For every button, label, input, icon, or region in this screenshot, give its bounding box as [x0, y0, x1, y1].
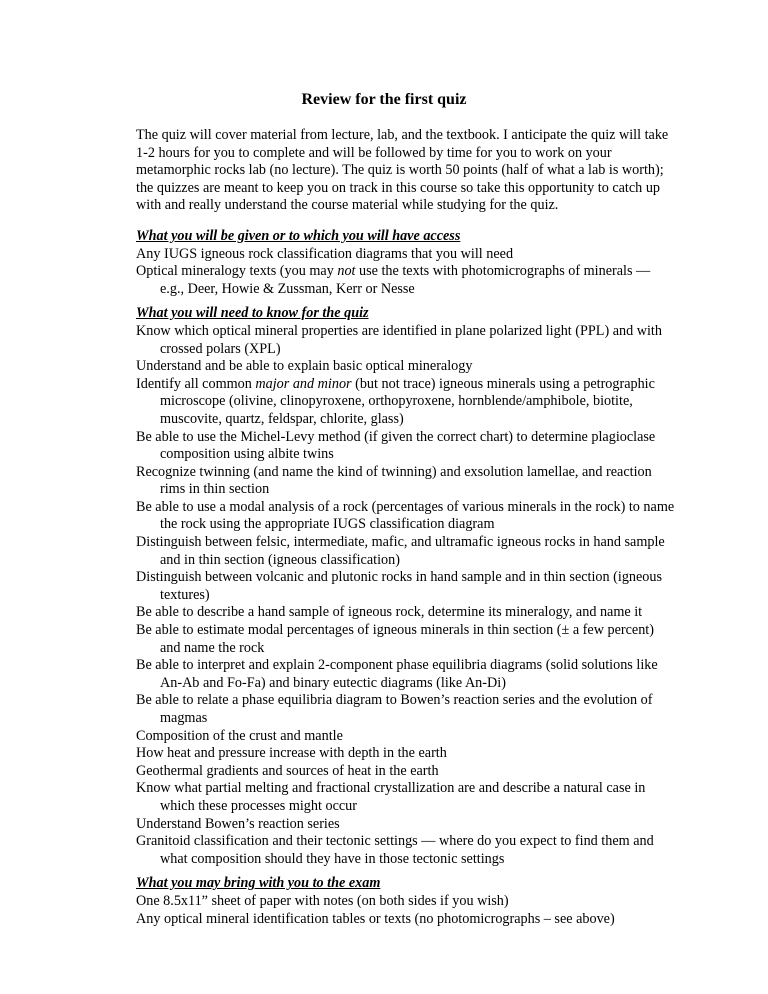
- section-bring: [136, 875, 676, 928]
- list-item: Be able to describe a hand sample of igneous rock, determine its mineralogy, and name it: [136, 604, 643, 621]
- page-title: Review for the first quiz: [301, 91, 467, 108]
- emphasis: major and minor: [255, 375, 352, 392]
- section-heading: What you will need to know for the quiz: [136, 305, 369, 322]
- section-heading: What you may bring with you to the exam: [136, 875, 381, 892]
- list-item: Be able to estimate modal percentages of igneous minerals in thin section (± a few percent) and name the rock: [136, 622, 654, 656]
- list-item: Geothermal gradients and sources of heat in the earth: [136, 762, 439, 779]
- list-item: Distinguish between felsic, intermediate, mafic, and ultramafic igneous rocks in hand sample and in thin section (igneous classification): [136, 534, 665, 568]
- list-item: Be able to use the Michel-Levy method (if given the correct chart) to determine plagioclase composition using albite twins: [136, 428, 656, 463]
- section-know: [136, 305, 676, 868]
- list-item: Recognize twinning (and name the kind of twinning) and exsolution lamellae, and reaction rims in thin section: [136, 463, 652, 498]
- section-access: [136, 228, 676, 298]
- intro-paragraph: The quiz will cover material from lecture, lab, and the textbook. I anticipate the quiz will take 1-2 hours for you to complete and will be followed by time for you to work on your metamorphic rocks lab (no lecture). The quiz is worth 50 points (half of what a lab is worth); the quizzes are meant to keep you on track in this course so take this opportunity to catch up with and really understand the course material while studying for the quiz.: [136, 127, 669, 214]
- document-body: [136, 127, 676, 935]
- list-item: Distinguish between volcanic and plutonic rocks in hand sample and in thin section (igneous textures): [136, 569, 663, 603]
- list-item: Composition of the crust and mantle: [136, 727, 343, 744]
- list-item: Any optical mineral identification tables or texts (no photomicrographs – see above): [136, 910, 615, 927]
- list-item: How heat and pressure increase with depth in the earth: [136, 745, 447, 762]
- emphasis: not: [337, 263, 356, 280]
- list-item: Granitoid classification and their tectonic settings — where do you expect to find them and what composition should they have in those tectonic settings: [136, 833, 654, 867]
- list-item: Know what partial melting and fractional crystallization are and describe a natural case in which these processes might occur: [136, 780, 646, 814]
- list-item: Be able to relate a phase equilibria diagram to Bowen’s reaction series and the evolution of magmas: [136, 692, 653, 726]
- list-item: Understand Bowen’s reaction series: [136, 815, 340, 832]
- list-item: Be able to use a modal analysis of a rock (percentages of various minerals in the rock) to name the rock using the appropriate IUGS classification diagram: [136, 498, 675, 533]
- list-item: Optical mineralogy texts (you may not use the texts with photomicrographs of minerals — e.g., Deer, Howie & Zussman, Kerr or Nesse: [136, 263, 651, 297]
- list-item: Understand and be able to explain basic optical mineralogy: [136, 358, 473, 375]
- list-item: Know which optical mineral properties are identified in plane polarized light (PPL) and with crossed polars (XPL): [136, 322, 662, 357]
- list-item: One 8.5x11” sheet of paper with notes (on both sides if you wish): [136, 892, 509, 909]
- section-heading: What you will be given or to which you will have access: [136, 227, 461, 244]
- list-item: Any IUGS igneous rock classification diagrams that you will need: [136, 245, 514, 262]
- list-item: Identify all common major and minor (but not trace) igneous minerals using a petrographic microscope (olivine, clinopyroxene, orthopyroxene, hornblende/amphibole, biotite, muscovite, quartz, feldspar, chlorite, glass): [136, 375, 655, 427]
- list-item: Be able to interpret and explain 2-component phase equilibria diagrams (solid solutions like An-Ab and Fo-Fa) and binary eutectic diagrams (like An-Di): [136, 657, 658, 691]
